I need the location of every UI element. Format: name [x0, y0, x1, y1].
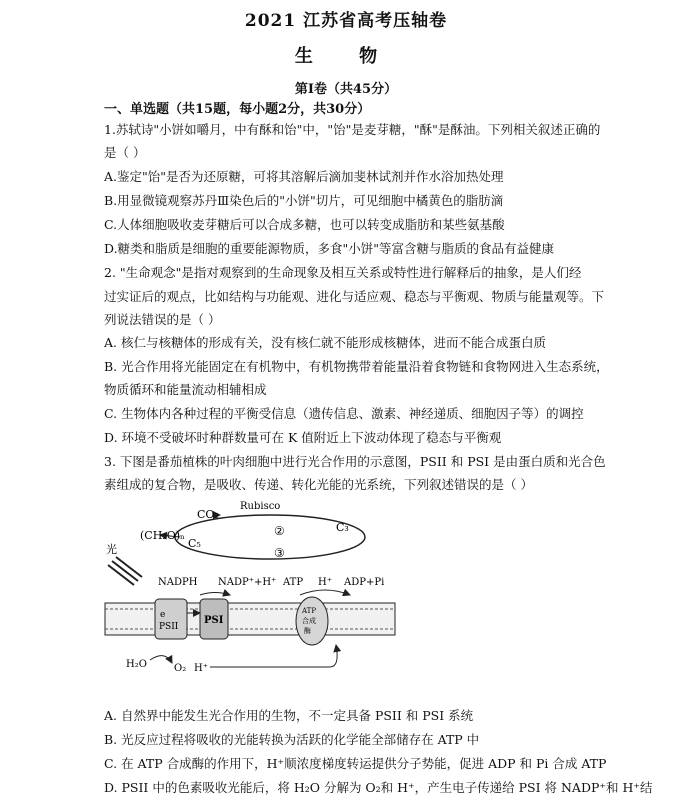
volume-heading: 第Ⅰ卷（共45分） [294, 82, 398, 97]
q2-option-a: A. 核仁与核糖体的形成有关，没有核仁就不能形成核糖体，进而不能合成蛋白质 [104, 335, 546, 350]
q3-option-d: D. PSII 中的色素吸收光能后，将 H₂O 分解为 O₂和 H⁺，产生电子传递给 PSI 将 NADP⁺和 H⁺结 [104, 780, 653, 795]
psii-label: PSII [159, 622, 179, 632]
atp-synthase-label-3: 酶 [304, 627, 311, 635]
q1-stem-line2: 是（ ） [104, 145, 146, 160]
psi-label: PSI [204, 615, 224, 626]
q2-option-d: D. 环境不受破坏时种群数量可在 K 值附近上下波动体现了稳态与平衡观 [104, 430, 502, 445]
q2-stem-line1: 2. "生命观念"是指对观察到的生命现象及相互关系或特性进行解释后的抽象，是人们经 [104, 265, 582, 280]
q3-option-c: C. 在 ATP 合成酶的作用下，H⁺顺浓度梯度转运提供分子势能，促进 ADP 和 Pi 合成 ATP [104, 756, 607, 771]
photosynthesis-diagram [100, 495, 400, 695]
exam-title: 2021 江苏省高考压轴卷 [244, 11, 448, 31]
o2-label: O₂ [174, 663, 187, 674]
nadp-label: NADP⁺+H⁺ [218, 577, 277, 588]
q1-option-b: B.用显微镜观察苏丹Ⅲ染色后的"小饼"切片，可见细胞中橘黄色的脂肪滴 [104, 193, 504, 208]
q3-stem-line2: 素组成的复合物，是吸收、传递、转化光能的光系统，下列叙述错误的是（ ） [104, 477, 533, 492]
step-3-label: ③ [274, 546, 285, 560]
q2-stem-line3: 列说法错误的是（ ） [104, 312, 221, 327]
thylakoid-membrane [105, 603, 395, 635]
q2-option-b-line2: 物质循环和能量流动相辅相成 [104, 382, 267, 397]
q1-option-c: C.人体细胞吸收麦芽糖后可以合成多糖，也可以转变成脂肪和某些氨基酸 [104, 217, 505, 232]
q1-option-a: A.鉴定"饴"是否为还原糖，可将其溶解后滴加斐林试剂并作水浴加热处理 [104, 169, 504, 184]
ch2o-label: (CH₂O)ₙ [140, 529, 185, 542]
c5-label: C₅ [188, 537, 201, 550]
c3-label: C₃ [336, 521, 349, 534]
electron-label: e [160, 610, 166, 620]
atp-label: ATP [283, 577, 304, 588]
q3-option-a: A. 自然界中能发生光合作用的生物，不一定具备 PSII 和 PSI 系统 [104, 708, 474, 723]
rubisco-label: Rubisco [240, 501, 281, 512]
q3-stem-line1: 3. 下图是番茄植株的叶肉细胞中进行光合作用的示意图，PSII 和 PSI 是由蛋白质和光合色 [104, 454, 606, 469]
hplus-bottom-label: H⁺ [194, 663, 208, 674]
q2-stem-line2: 过实证后的观点，比如结构与功能观、进化与适应观、稳态与平衡观、物质与能量观等。下 [104, 289, 605, 304]
q1-stem-line1: 1.苏轼诗"小饼如嚼月，中有酥和饴"中，"饴"是麦芽糖，"酥"是酥油。下列相关叙述正确的 [104, 122, 601, 137]
h2o-label: H₂O [126, 659, 147, 670]
q2-option-b-line1: B. 光合作用将光能固定在有机物中，有机物携带着能量沿着食物链和食物网进入生态系统， [104, 359, 609, 374]
light-rays-icon [108, 557, 142, 585]
section-heading: 一、单选题（共15题，每小题2分，共30分） [104, 102, 371, 117]
nadph-label: NADPH [158, 577, 198, 588]
hplus-top-label: H⁺ [318, 577, 332, 588]
q2-option-c: C. 生物体内各种过程的平衡受信息（遗传信息、激素、神经递质、细胞因子等）的调控 [104, 406, 584, 421]
adp-label: ADP+Pi [344, 577, 385, 588]
q1-option-d: D.糖类和脂质是细胞的重要能源物质，多食"小饼"等富含糖与脂质的食品有益健康 [104, 241, 555, 256]
co2-label: CO₂ [197, 508, 219, 521]
proton-gradient-arrow [210, 645, 337, 667]
q3-option-b: B. 光反应过程将吸收的光能转换为活跃的化学能全部储存在 ATP 中 [104, 732, 480, 747]
atp-synthase-label-1: ATP [302, 607, 317, 615]
water-split-arrow [150, 656, 172, 663]
atp-synthase-label-2: 合成 [302, 617, 316, 625]
light-label: 光 [106, 543, 117, 556]
nadph-cycle-arrow [200, 593, 230, 596]
step-2-label: ② [274, 524, 285, 538]
subject-title: 生 物 [294, 46, 398, 67]
atp-cycle-arrow [300, 590, 350, 595]
